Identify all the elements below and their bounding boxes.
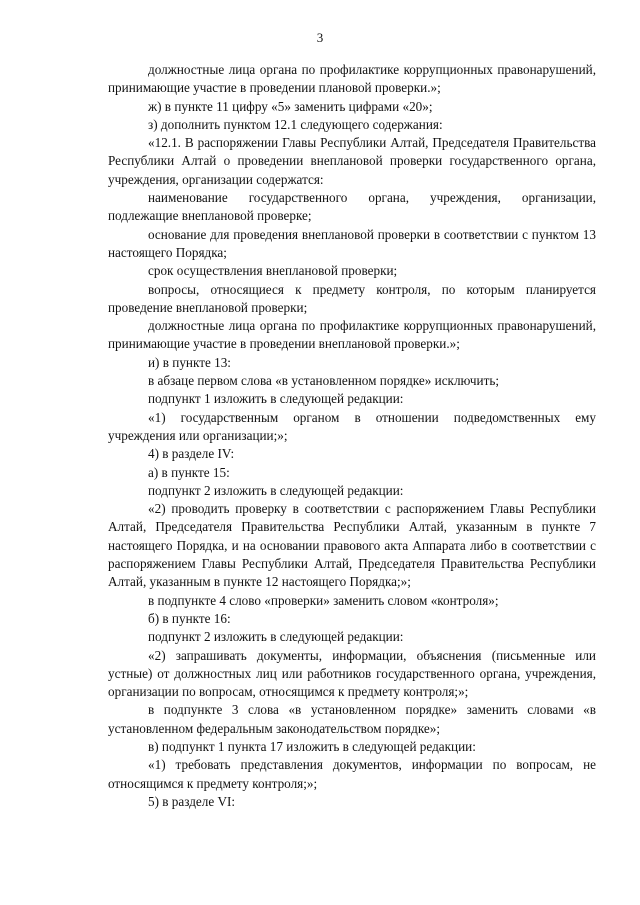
paragraph-1: должностные лица органа по профилактике коррупционных правонарушений, принимающие участие в проведении плановой проверки.»; xyxy=(108,62,596,96)
paragraph-10: и) в пункте 13: xyxy=(148,354,231,370)
paragraph-2: ж) в пункте 11 цифру «5» заменить цифрами «20»; xyxy=(148,98,433,114)
paragraph-8: вопросы, относящиеся к предмету контроля, по которым планируется проведение внеплановой проверки; xyxy=(108,281,596,315)
paragraph-11: в абзаце первом слова «в установленном порядке» исключить; xyxy=(148,373,500,389)
paragraph-6: основание для проведения внеплановой проверки в соответствии с пунктом 13 настоящего Порядка; xyxy=(108,226,596,260)
paragraph-17: «2) проводить проверку в соответствии с распоряжением Главы Республики Алтай, Председателя Правительства Республики Алтай, указанным в пункте 7 настоящего Порядка, и на основании правового акта Аппарата либо в соответствии с распоряжением Главы Республики Алтай, Председателя Правительства Республики Алтай, указанным в пункте 12 настоящего Порядка;»; xyxy=(108,501,596,590)
paragraph-19: б) в пункте 16: xyxy=(148,610,231,626)
paragraph-3: з) дополнить пунктом 12.1 следующего содержания: xyxy=(148,116,443,132)
paragraph-15: а) в пункте 15: xyxy=(148,464,230,480)
page-number: 3 xyxy=(316,30,324,45)
paragraph-20: подпункт 2 изложить в следующей редакции: xyxy=(148,629,404,645)
paragraph-18: в подпункте 4 слово «проверки» заменить словом «контроля»; xyxy=(148,592,499,608)
paragraph-12: подпункт 1 изложить в следующей редакции: xyxy=(148,391,404,407)
paragraph-13: «1) государственным органом в отношении подведомственных ему учреждения или организации;»; xyxy=(108,409,596,443)
paragraph-4: «12.1. В распоряжении Главы Республики Алтай, Председателя Правительства Республики Алтай о проведении внеплановой проверки государственного органа, учреждения, организации содержатся: xyxy=(108,135,596,187)
paragraph-7: срок осуществления внеплановой проверки; xyxy=(148,263,398,279)
document-body xyxy=(108,61,596,811)
paragraph-9: должностные лица органа по профилактике коррупционных правонарушений, принимающие участие в проведении внеплановой проверки.»; xyxy=(108,318,596,352)
paragraph-25: 5) в разделе VI: xyxy=(148,793,236,809)
paragraph-24: «1) требовать представления документов, информации по вопросам, не относящимся к предмету контроля;»; xyxy=(108,757,596,791)
paragraph-22: в подпункте 3 слова «в установленном порядке» заменить словами «в установленном федеральным законодательством порядке»; xyxy=(108,702,596,736)
paragraph-5: наименование государственного органа, учреждения, организации, подлежащие внеплановой проверке; xyxy=(108,190,596,224)
paragraph-23: в) подпункт 1 пункта 17 изложить в следующей редакции: xyxy=(148,738,476,754)
paragraph-14: 4) в разделе IV: xyxy=(148,446,235,462)
paragraph-16: подпункт 2 изложить в следующей редакции: xyxy=(148,482,404,498)
paragraph-21: «2) запрашивать документы, информации, объяснения (письменные или устные) от должностных лиц или работников государственного органа, учреждения, организации по вопросам, относящимся к предмету контроля;»; xyxy=(108,647,596,700)
